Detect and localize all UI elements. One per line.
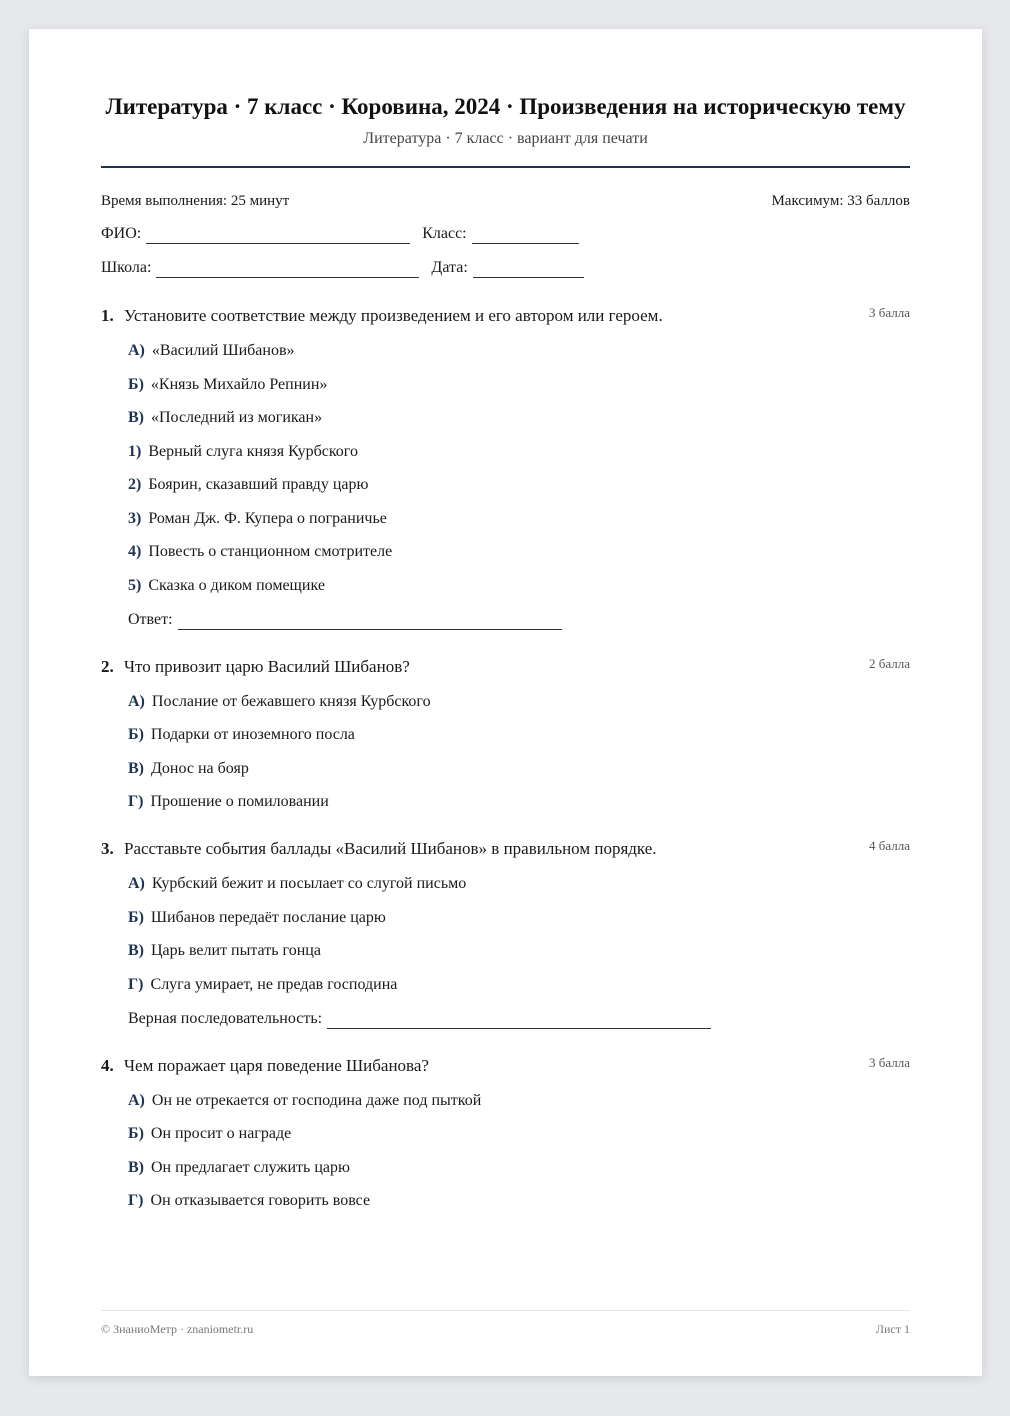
student-fields-row-1	[101, 224, 910, 244]
question-options	[101, 874, 910, 1029]
page-footer	[101, 1310, 910, 1337]
option-item	[128, 1158, 910, 1178]
option-label: Б)	[128, 1125, 144, 1142]
question-points: 3 балла	[869, 305, 910, 320]
option-label: А)	[128, 1091, 145, 1109]
option-text: Донос на бояр	[151, 759, 249, 777]
answer-row	[128, 610, 910, 630]
answer-label: Верная последовательность:	[128, 1009, 323, 1027]
page-subtitle: Литература · 7 класс · вариант для печати	[363, 130, 648, 147]
option-text: Роман Дж. Ф. Купера о пограничье	[148, 509, 387, 527]
header-divider	[101, 166, 910, 168]
option-item	[128, 874, 910, 894]
option-text: «Последний из могикан»	[151, 409, 323, 426]
question-header	[101, 1055, 910, 1077]
option-label: Б)	[128, 726, 144, 743]
question-number: 2.	[101, 656, 114, 676]
option-text: Он отказывается говорить вовсе	[150, 1192, 371, 1209]
option-label: Г)	[128, 975, 144, 993]
fio-label: ФИО:	[101, 225, 142, 242]
option-label: Г)	[128, 793, 144, 810]
option-label: А)	[128, 875, 145, 892]
date-line[interactable]	[473, 263, 584, 278]
question-points: 4 балла	[869, 838, 910, 853]
option-item	[128, 908, 910, 928]
question-number: 3.	[101, 839, 114, 858]
option-item	[128, 759, 910, 779]
option-text: Повесть о станционном смотрителе	[148, 543, 393, 560]
option-item	[128, 509, 910, 529]
answer-line[interactable]	[327, 1014, 711, 1029]
meta-row	[101, 191, 910, 211]
question-text: Что привозит царю Василий Шибанов?	[124, 656, 410, 676]
option-text: Боярин, сказавший правду царю	[148, 476, 369, 493]
school-line[interactable]	[156, 263, 419, 278]
question-4	[101, 1055, 910, 1212]
question-text: Расставьте события баллады «Василий Шибанов» в правильном порядке.	[124, 839, 657, 858]
question-options	[101, 692, 910, 813]
footer-sheet-number: Лист 1	[875, 1322, 910, 1336]
question-text: Установите соответствие между произведением и его автором или героем.	[124, 306, 663, 325]
option-item	[128, 375, 910, 395]
school-label: Школа:	[101, 259, 152, 276]
question-number: 1.	[101, 306, 114, 325]
option-label: В)	[128, 759, 144, 777]
option-text: Слуга умирает, не предав господина	[150, 975, 398, 993]
option-text: Царь велит пытать гонца	[151, 942, 321, 959]
option-text: Он просит о награде	[150, 1125, 292, 1142]
option-text: Послание от бежавшего князя Курбского	[151, 692, 431, 710]
option-text: «Князь Михайло Репнин»	[150, 375, 328, 393]
option-label: Г)	[128, 1192, 144, 1209]
option-item	[128, 408, 910, 428]
question-header	[101, 305, 910, 327]
question-header	[101, 656, 910, 678]
question-number: 4.	[101, 1055, 114, 1075]
class-label: Класс:	[422, 225, 467, 242]
option-text: «Василий Шибанов»	[151, 342, 295, 359]
answer-line[interactable]	[178, 615, 562, 630]
page-content	[101, 93, 910, 1211]
option-label: 4)	[128, 543, 142, 560]
answer-label: Ответ:	[128, 610, 173, 628]
option-item	[128, 1191, 910, 1211]
date-label: Дата:	[431, 259, 468, 276]
question-options	[101, 341, 910, 630]
option-item	[128, 1124, 910, 1144]
question-1	[101, 305, 910, 630]
question-header	[101, 838, 910, 860]
option-label: А)	[128, 342, 145, 359]
question-options	[101, 1091, 910, 1212]
max-score: Максимум: 33 баллов	[771, 193, 910, 209]
worksheet-page	[29, 29, 982, 1376]
option-label: 2)	[128, 476, 142, 493]
option-text: Он не отрекается от господина даже под пыткой	[151, 1091, 482, 1109]
page-title: Литература · 7 класс · Коровина, 2024 · Произведения на историческую тему	[105, 94, 906, 119]
option-text: Шибанов передаёт послание царю	[150, 908, 386, 926]
option-text: Подарки от иноземного посла	[150, 726, 355, 743]
time-limit: Время выполнения: 25 минут	[101, 193, 290, 209]
fio-line[interactable]	[146, 229, 410, 244]
option-item	[128, 341, 910, 361]
option-label: Б)	[128, 375, 144, 393]
question-3	[101, 838, 910, 1029]
option-text: Курбский бежит и посылает со слугой письмо	[151, 875, 467, 892]
option-label: Б)	[128, 908, 144, 926]
question-points: 2 балла	[869, 655, 910, 671]
option-item	[128, 692, 910, 712]
option-label: В)	[128, 942, 144, 959]
option-text: Прошение о помиловании	[150, 793, 329, 810]
option-item	[128, 941, 910, 961]
answer-row	[128, 1009, 910, 1029]
question-points: 3 балла	[869, 1054, 910, 1070]
option-item	[128, 975, 910, 995]
option-item	[128, 725, 910, 745]
option-label: 1)	[128, 442, 142, 460]
question-text: Чем поражает царя поведение Шибанова?	[124, 1055, 429, 1075]
option-item	[128, 442, 910, 462]
option-text: Сказка о диком помещике	[148, 576, 325, 594]
option-item	[128, 475, 910, 495]
option-text: Верный слуга князя Курбского	[148, 442, 358, 460]
option-text: Он предлагает служить царю	[151, 1158, 350, 1176]
option-label: 3)	[128, 509, 142, 527]
option-item	[128, 1091, 910, 1111]
option-label: 5)	[128, 576, 142, 594]
footer-copyright: © ЗнаниоМетр · znaniometr.ru	[101, 1322, 254, 1336]
option-item	[128, 542, 910, 562]
option-label: А)	[128, 692, 145, 710]
option-item	[128, 792, 910, 812]
option-item	[128, 576, 910, 596]
question-2	[101, 656, 910, 813]
option-label: В)	[128, 409, 144, 426]
option-label: В)	[128, 1158, 144, 1176]
class-line[interactable]	[472, 229, 579, 244]
student-fields-row-2	[101, 258, 910, 278]
